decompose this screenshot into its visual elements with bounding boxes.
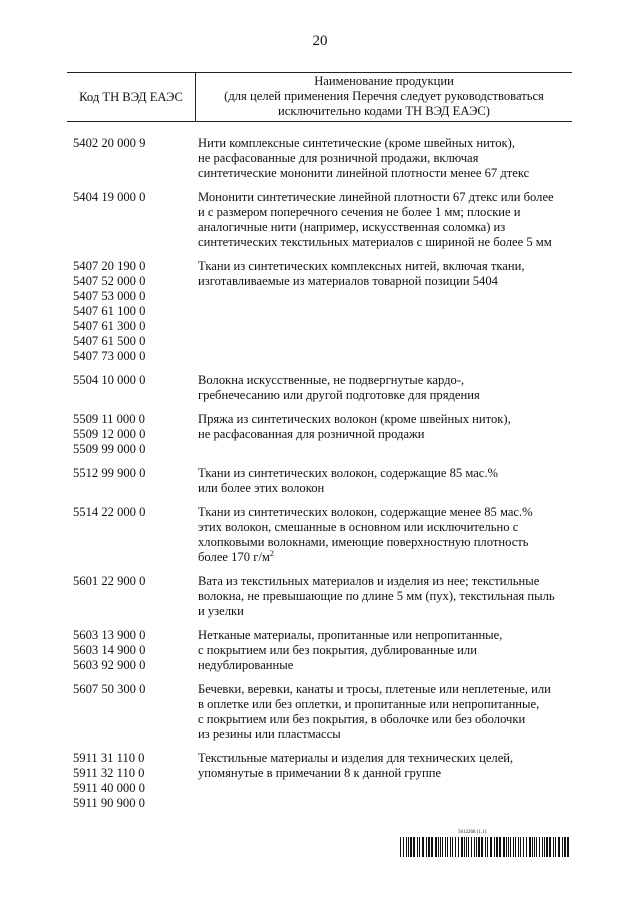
description-text: более 170 г/м (198, 550, 270, 564)
barcode-bar (400, 837, 401, 857)
tn-ved-code: 5504 10 000 0 (73, 373, 146, 387)
table-row (67, 466, 572, 496)
tn-ved-code: 5601 22 900 0 (73, 574, 146, 588)
description-text: хлопковыми волокнами, имеющие поверхностную плотность (198, 535, 529, 549)
description-text: этих волокон, смешанные в основном или исключительно с (198, 520, 519, 534)
barcode-bar (494, 837, 495, 857)
tn-ved-code: 5509 12 000 0 (73, 427, 146, 441)
description-line (198, 136, 572, 151)
description-line (198, 697, 572, 712)
barcode-bar (403, 837, 404, 857)
barcode-bar (490, 837, 492, 857)
barcode-bar (417, 837, 418, 857)
barcode-bar (485, 837, 486, 857)
table-row (67, 574, 572, 619)
description-line (198, 712, 572, 727)
barcode-bar (464, 837, 465, 857)
description-text: изготавливаемые из материалов товарной позиции 5404 (198, 274, 498, 288)
barcode-bar (450, 837, 451, 857)
product-description (198, 466, 572, 496)
tn-ved-code: 5911 40 000 0 (73, 781, 145, 795)
description-line (198, 412, 572, 427)
barcode-bar (422, 837, 424, 857)
tn-ved-code: 5607 50 300 0 (73, 682, 146, 696)
description-line (198, 151, 572, 166)
code-cell (67, 682, 198, 742)
header-name-column (196, 73, 572, 121)
page-number: 20 (312, 33, 328, 49)
barcode-bar (435, 837, 437, 857)
barcode-bar (476, 837, 477, 857)
tn-ved-code: 5911 90 900 0 (73, 796, 145, 810)
barcode-bar (508, 837, 509, 857)
barcode-bar (518, 837, 519, 857)
barcode-bar (471, 837, 472, 857)
description-line (198, 505, 572, 520)
description-text: Мононити синтетические линейной плотности 67 дтекс или более (198, 190, 554, 204)
code-cell (67, 628, 198, 673)
description-text: аналогичные нити (например, искусственная соломка) из (198, 220, 506, 234)
description-text: Волокна искусственные, не подвергнутые кардо-, (198, 373, 465, 387)
description-line (198, 466, 572, 481)
header-name-title: Наименование продукции (314, 74, 454, 88)
barcode-bar (410, 837, 412, 857)
barcode-bar (549, 837, 551, 857)
barcode-bar (447, 837, 448, 857)
barcode-bar (520, 837, 521, 857)
description-text: синтетических текстильных материалов с шириной не более 5 мм (198, 235, 552, 249)
barcode-bar (468, 837, 469, 857)
description-line (198, 481, 572, 496)
description-line (198, 235, 572, 250)
barcode-bar (534, 837, 535, 857)
product-description (198, 259, 572, 364)
product-description (198, 136, 572, 181)
barcode-bar (408, 837, 409, 857)
description-text: синтетические мононити линейной плотности менее 67 дтекс (198, 166, 530, 180)
unit-superscript: 2 (269, 548, 274, 558)
table-row (67, 373, 572, 403)
tn-ved-code: 5402 20 000 9 (73, 136, 146, 150)
barcode-bar (419, 837, 420, 857)
barcode-bar (499, 837, 501, 857)
barcode-bar (510, 837, 511, 857)
description-text: в оплетке или без оплетки, и пропитанные или непропитанные, (198, 697, 540, 711)
description-text: и узелки (198, 604, 244, 618)
description-line (198, 220, 572, 235)
barcode-bar (438, 837, 439, 857)
description-text: гребнечесанию или другой подготовке для прядения (198, 388, 480, 402)
tn-ved-code: 5911 31 110 0 (73, 751, 145, 765)
code-cell (67, 466, 198, 496)
barcode-bar (529, 837, 531, 857)
header-name-note: исключительно кодами ТН ВЭД ЕАЭС) (277, 104, 491, 118)
barcode-bar (542, 837, 543, 857)
description-text: Пряжа из синтетических волокон (кроме швейных ниток), (198, 412, 511, 426)
description-text: и с размером поперечного сечения не более 1 мм; плоские и (198, 205, 521, 219)
description-line (198, 682, 572, 697)
description-text: Нити комплексные синтетические (кроме швейных ниток), (198, 136, 516, 150)
product-description (198, 505, 572, 565)
barcode-bar (503, 837, 505, 857)
tn-ved-code: 5407 52 000 0 (73, 274, 146, 288)
table-row (67, 190, 572, 250)
tn-ved-code: 5512 99 900 0 (73, 466, 146, 480)
barcode-bar (445, 837, 446, 857)
description-line (198, 190, 572, 205)
product-description (198, 373, 572, 403)
product-description (198, 574, 572, 619)
tn-ved-code: 5509 99 000 0 (73, 442, 146, 456)
table-row (67, 259, 572, 364)
description-line (198, 373, 572, 388)
barcode-bar (428, 837, 430, 857)
table-row (67, 412, 572, 457)
tn-ved-code: 5509 11 000 0 (73, 412, 145, 426)
tn-ved-code: 5603 13 900 0 (73, 628, 146, 642)
code-cell (67, 373, 198, 403)
code-cell (67, 190, 198, 250)
table-body (67, 136, 572, 811)
barcode-bar (478, 837, 480, 857)
tn-ved-code: 5407 61 300 0 (73, 319, 146, 333)
table-row (67, 136, 572, 181)
description-line (198, 604, 572, 619)
barcode-bar (567, 837, 569, 857)
code-cell (67, 574, 198, 619)
header-name-note: (для целей применения Перечня следует руководствоваться (224, 89, 544, 103)
tn-ved-code: 5514 22 000 0 (73, 505, 146, 519)
description-line (198, 535, 572, 550)
code-cell (67, 412, 198, 457)
description-text: Нетканые материалы, пропитанные или непропитанные, (198, 628, 503, 642)
description-line (198, 628, 572, 643)
description-line (198, 205, 572, 220)
description-text: Ткани из синтетических комплексных нитей, включая ткани, (198, 259, 525, 273)
barcode-bar (513, 837, 514, 857)
barcode-bar (440, 837, 441, 857)
barcode (400, 837, 572, 857)
barcode-bar (466, 837, 467, 857)
barcode-bar (426, 837, 427, 857)
barcode-bar (564, 837, 566, 857)
description-line (198, 550, 572, 565)
barcode-bar (474, 837, 475, 857)
product-description (198, 412, 572, 457)
barcode-bar (539, 837, 540, 857)
description-line (198, 427, 572, 442)
table-row (67, 505, 572, 565)
description-text: Вата из текстильных материалов и изделия из нее; текстильные (198, 574, 540, 588)
description-line (198, 589, 572, 604)
description-text: Ткани из синтетических волокон, содержащие менее 85 мас.% (198, 505, 533, 519)
product-description (198, 682, 572, 742)
description-text: не расфасованная для розничной продажи (198, 427, 425, 441)
tn-ved-code: 5407 61 500 0 (73, 334, 146, 348)
description-text: упомянутые в примечании 8 к данной группе (198, 766, 442, 780)
description-text: с покрытием или без покрытия, дублированные или (198, 643, 477, 657)
barcode-bar (461, 837, 463, 857)
description-text: с покрытием или без покрытия, в оболочке или без оболочки (198, 712, 526, 726)
description-line (198, 658, 572, 673)
tn-ved-code: 5407 73 000 0 (73, 349, 146, 363)
tn-ved-code: 5603 92 900 0 (73, 658, 146, 672)
barcode-bar (558, 837, 560, 857)
barcode-bar (487, 837, 488, 857)
barcode-bar (413, 837, 415, 857)
tn-ved-code: 5407 53 000 0 (73, 289, 146, 303)
description-line (198, 643, 572, 658)
code-cell (67, 259, 198, 364)
barcode-bar (442, 837, 443, 857)
description-line (198, 388, 572, 403)
tn-ved-code: 5911 32 110 0 (73, 766, 145, 780)
barcode-bar (506, 837, 507, 857)
product-description (198, 751, 572, 811)
product-description (198, 190, 572, 250)
code-cell (67, 136, 198, 181)
description-text: волокна, не превышающие по длине 5 мм (пух), текстильная пыль (198, 589, 555, 603)
barcode-bar (452, 837, 453, 857)
table-row (67, 628, 572, 673)
description-line (198, 751, 572, 766)
table-row (67, 751, 572, 811)
barcode-bar (481, 837, 483, 857)
barcode-bar (536, 837, 537, 857)
description-text: Ткани из синтетических волокон, содержащие 85 мас.% (198, 466, 499, 480)
document-id: 5612268 (1.1) (458, 830, 487, 835)
product-description (198, 628, 572, 673)
description-line (198, 274, 572, 289)
code-cell (67, 505, 198, 565)
barcode-bar (544, 837, 545, 857)
description-line (198, 166, 572, 181)
tn-ved-code: 5404 19 000 0 (73, 190, 146, 204)
table-row (67, 682, 572, 742)
tn-ved-code: 5407 61 100 0 (73, 304, 146, 318)
table-header (67, 72, 572, 122)
description-text: недублированные (198, 658, 294, 672)
description-text: Бечевки, веревки, канаты и тросы, плетеные или неплетеные, или (198, 682, 551, 696)
barcode-bar (546, 837, 548, 857)
code-cell (67, 751, 198, 811)
tn-ved-code: 5603 14 900 0 (73, 643, 146, 657)
barcode-bar (431, 837, 433, 857)
tn-ved-code: 5407 20 190 0 (73, 259, 146, 273)
barcode-bar (553, 837, 554, 857)
description-text: из резины или пластмассы (198, 727, 341, 741)
description-text: или более этих волокон (198, 481, 325, 495)
product-table (67, 72, 572, 820)
description-line (198, 574, 572, 589)
description-line (198, 727, 572, 742)
description-line (198, 520, 572, 535)
barcode-bar (406, 837, 407, 857)
barcode-bar (496, 837, 498, 857)
barcode-bar (532, 837, 533, 857)
header-code-column: Код ТН ВЭД ЕАЭС (67, 73, 196, 121)
description-line (198, 259, 572, 274)
barcode-bar (515, 837, 516, 857)
barcode-bar (523, 837, 524, 857)
description-line (198, 766, 572, 781)
barcode-bar (458, 837, 459, 857)
description-text: не расфасованные для розничной продажи, включая (198, 151, 479, 165)
barcode-bar (562, 837, 563, 857)
barcode-bar (555, 837, 556, 857)
barcode-bar (526, 837, 527, 857)
barcode-bar (455, 837, 456, 857)
description-text: Текстильные материалы и изделия для технических целей, (198, 751, 514, 765)
